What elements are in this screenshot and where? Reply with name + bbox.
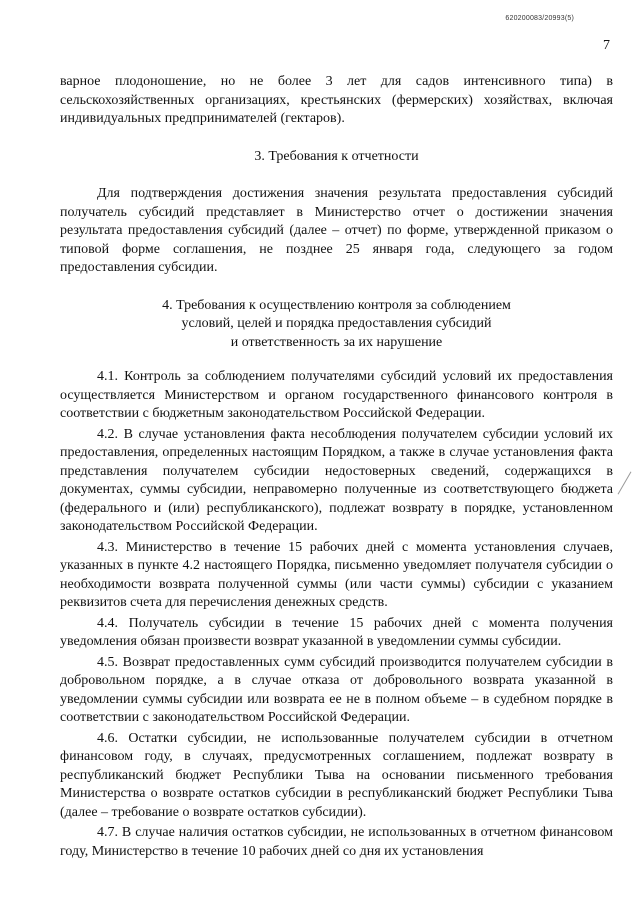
paragraph-4-4: 4.4. Получатель субсидии в течение 15 рабочих дней с момента получения уведомления обязан произвести возврат указанной в уведомлении суммы субсидии. <box>60 615 613 649</box>
section-4-title <box>60 297 613 353</box>
document-body <box>60 73 613 863</box>
page-number: 7 <box>603 38 610 53</box>
paragraph-4-1: 4.1. Контроль за соблюдением получателями субсидий условий их предоставления осуществляется Министерством и органом государственного финансового контроля в соответствии с бюджетным законодательством Российской Федерации. <box>60 369 613 421</box>
section-4-title-line: и ответственность за их нарушение <box>230 334 443 350</box>
paragraph-4-5: 4.5. Возврат предоставленных сумм субсидий производится получателем субсидии в добровольном порядке, а в случае отказа от добровольного возврата указанной в уведомлении суммы субсидии или возврата ее не в полном объеме – в судебном порядке в соответствии с законодательством Российской Федерации. <box>60 654 613 725</box>
paragraph-4-6: 4.6. Остатки субсидии, не использованные получателем субсидии в отчетном финансовом году, в случаях, предусмотренных соглашением, подлежат возврату в республиканский бюджет Республики Тыва на основании письменного требования Министерства о возврате остатков субсидии в республиканский бюджет Республики Тыва (далее – требование о возврате остатков субсидии). <box>60 730 613 820</box>
section-4-title-line: 4. Требования к осуществлению контроля за соблюдением <box>162 297 511 313</box>
section-4-title-line: условий, целей и порядка предоставления субсидий <box>181 316 492 331</box>
section-4-paragraphs <box>60 368 613 861</box>
section-3-title: 3. Требования к отчетности <box>254 148 419 164</box>
intro-paragraph: варное плодоношение, но не более 3 лет для садов интенсивного типа) в сельскохозяйственных организациях, крестьянских (фермерских) хозяйствах, включая индивидуальных предпринимателей (гектаров). <box>60 74 613 126</box>
paragraph-4-3: 4.3. Министерство в течение 15 рабочих дней с момента установления случаев, указанных в пункте 4.2 настоящего Порядка, письменно уведомляет получателя субсидии о необходимости возврата полученной суммы (или части суммы) субсидии с указанием реквизитов счета для перечисления денежных средств. <box>60 539 613 610</box>
paragraph-4-2: 4.2. В случае установления факта несоблюдения получателем субсидии условий их предоставления, определенных настоящим Порядком, а также в случае установления факта представления получателем субсидии недостоверных сведений, содержащихся в документах, суммы субсидии, неправомерно полученные из соответствующего бюджета (федерального и (или) республиканского), подлежат возврату в порядке, установленном законодательством Российской Федерации. <box>60 426 613 534</box>
paragraph-4-7: 4.7. В случае наличия остатков субсидии, не использованных в отчетном финансовом году, Министерство в течение 10 рабочих дней со дня их установления <box>60 825 613 859</box>
document-id: 620200083/20993(5) <box>505 15 574 22</box>
section-3-paragraph: Для подтверждения достижения значения результата предоставления субсидий получатель субсидий представляет в Министерство отчет о достижении значения результата предоставления субсидий (далее – отчет) по форме, утвержденной приказом о типовой форме соглашения, не позднее 25 января года, следующего за годом предоставления субсидии. <box>60 186 613 275</box>
margin-pen-mark <box>618 471 632 494</box>
